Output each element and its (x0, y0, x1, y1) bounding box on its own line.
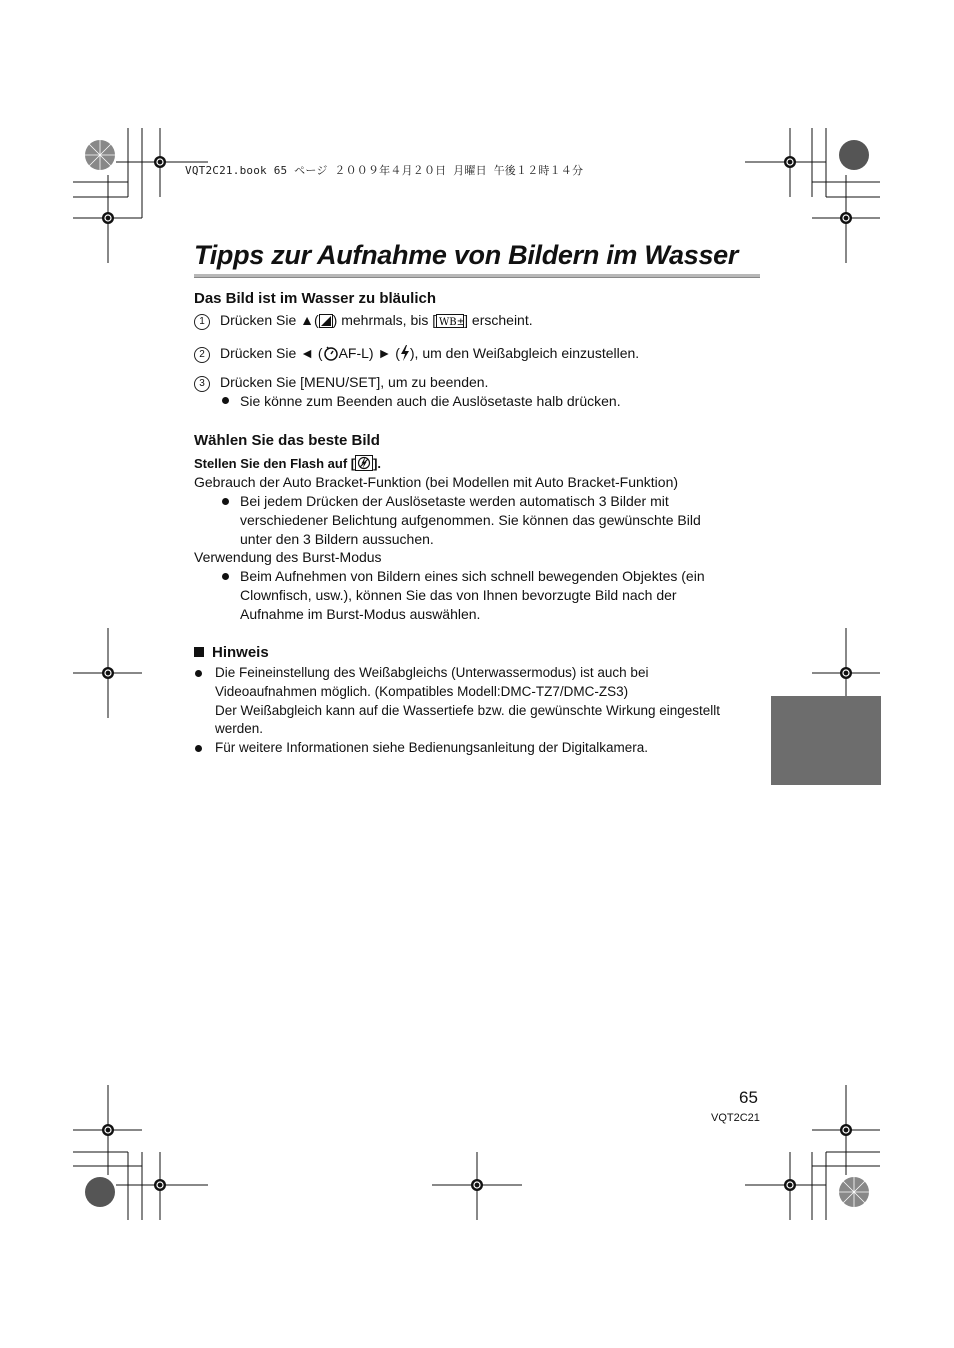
bullet-icon (222, 573, 229, 580)
flash-subheading-post: ]. (373, 456, 382, 471)
flash-subheading (194, 455, 381, 474)
step-3-note (222, 392, 621, 411)
step-2 (194, 344, 639, 366)
auto-bracket-line-2: verschiedener Belichtung aufgenommen. Sie können das gewünschte Bild (240, 512, 701, 528)
step-number: 3 (194, 376, 210, 392)
hinweis-heading (194, 644, 269, 661)
chapter-tab (771, 696, 881, 785)
white-balance-fine-icon (436, 314, 464, 333)
step-3-text: Drücken Sie [MENU/SET], um zu beenden. (220, 374, 489, 390)
step-2-pre: Drücken Sie ◄ ( (220, 345, 323, 361)
page-number: 65 (739, 1088, 758, 1107)
auto-bracket-line-1: Bei jedem Drücken der Auslösetaste werden automatisch 3 Bilder mit (240, 493, 669, 509)
step-number: 2 (194, 347, 210, 363)
section-heading-best-picture: Wählen Sie das beste Bild (194, 432, 380, 449)
auto-bracket-line-3: unter den 3 Bildern aussuchen. (240, 531, 434, 547)
bullet-icon (222, 498, 229, 505)
hinweis-heading-text: Hinweis (212, 644, 269, 661)
step-2-mid: AF-L) ► ( (338, 345, 400, 361)
step-number: 1 (194, 314, 210, 330)
square-bullet-icon (194, 647, 204, 657)
hinweis-1-line-3: Der Weißabgleich kann auf die Wassertiefe bzw. die gewünschte Wirkung eingestellt (215, 703, 721, 718)
hinweis-1-line-4: werden. (215, 721, 264, 736)
bullet-icon (195, 670, 202, 677)
flash-subheading-pre: Stellen Sie den Flash auf [ (194, 456, 356, 471)
hinweis-2: Für weitere Informationen siehe Bedienungsanleitung der Digitalkamera. (215, 740, 648, 755)
print-info-header: VQT2C21.book 65 ページ ２００９年４月２０日 月曜日 午後１２時１４分 (185, 164, 584, 177)
step-1-mid: ) mehrmals, bis [ (332, 312, 437, 328)
burst-line-1: Beim Aufnehmen von Bildern eines sich schnell bewegenden Objektes (ein (240, 568, 705, 584)
flash-off-icon (355, 455, 373, 474)
step-1-post: ] erscheint. (464, 312, 533, 328)
hinweis-1-line-1: Die Feineinstellung des Weißabgleichs (Unterwassermodus) ist auch bei (215, 665, 649, 680)
step-1 (194, 311, 533, 333)
step-3 (194, 373, 488, 392)
page-title: Tipps zur Aufnahme von Bildern im Wasser (194, 240, 739, 270)
bullet-icon (195, 745, 202, 752)
hinweis-1-line-2: Videoaufnahmen möglich. (Kompatibles Modell:DMC-TZ7/DMC-ZS3) (215, 684, 629, 699)
bullet-icon (222, 397, 229, 404)
burst-label: Verwendung des Burst-Modus (194, 549, 382, 565)
section-heading-bluish: Das Bild ist im Wasser zu bläulich (194, 290, 437, 307)
step-1-pre: Drücken Sie ▲( (220, 312, 319, 328)
exposure-compensation-icon (319, 314, 333, 333)
step-3-note-text: Sie könne zum Beenden auch die Auslösetaste halb drücken. (240, 393, 621, 409)
flash-icon (400, 345, 410, 366)
document-code: VQT2C21 (711, 1112, 760, 1124)
burst-line-2: Clownfisch, usw.), können Sie das von Ihnen bevorzugte Bild nach der (240, 587, 677, 603)
svg-text:WB±: WB± (439, 317, 465, 328)
step-2-post: ), um den Weißabgleich einzustellen. (409, 345, 640, 361)
title-underline (194, 274, 760, 278)
auto-bracket-label: Gebrauch der Auto Bracket-Funktion (bei Modellen mit Auto Bracket-Funktion) (194, 474, 679, 490)
self-timer-icon (323, 345, 339, 366)
burst-line-3: Aufnahme im Burst-Modus auswählen. (240, 606, 481, 622)
